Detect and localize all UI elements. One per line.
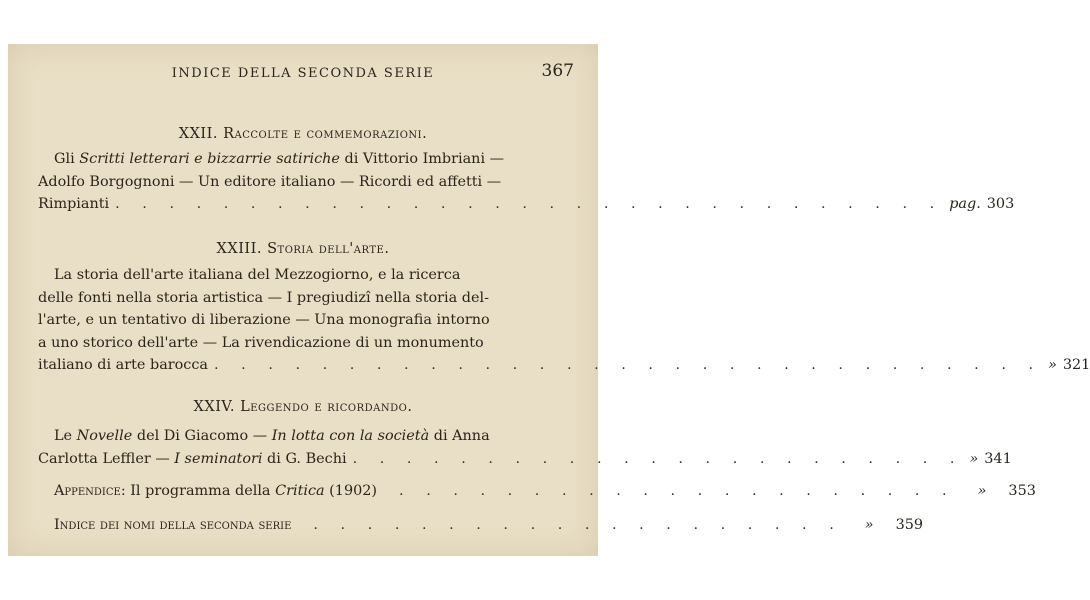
entry-line-with-page: italiano di arte barocca . . . . . . . . . . . . . . . . . . . . . . . . . . . . . . . » 321	[38, 354, 558, 377]
index-label: Indice dei nomi della seconda serie	[54, 517, 292, 533]
section-title-xxii: XXII. Raccolte e commemorazioni.	[178, 126, 428, 142]
entry-line-with-page: Carlotta Leffler — I seminatori di G. Bechi . . . . . . . . . . . . . . . . . . . . . . . » 341	[38, 448, 558, 471]
entry-line: Gli Scritti letterari e bizzarrie satiriche di Vittorio Imbriani —	[54, 151, 505, 167]
section-entry-xxii	[38, 148, 1015, 216]
entry-line-with-page: Rimpianti . . . . . . . . . . . . . . . . . . . . . . . . . . . . . . . pag. 303	[38, 193, 558, 216]
section-title-xxiv: XXIV. Leggendo e ricordando.	[193, 399, 413, 415]
page-ref: 359	[895, 517, 924, 533]
page-number: 367	[541, 61, 574, 81]
entry-line: delle fonti nella storia artistica — I pregiudizî nella storia del-	[38, 289, 489, 306]
section-title-xxiii: XXIII. Storia dell'arte.	[216, 241, 390, 257]
page-ref: 321	[1062, 357, 1090, 373]
page-ref: 353	[1008, 483, 1036, 499]
dot-leader: . . . . . . . . . . . . . . . . . . . . . . . . . . . . . . .	[115, 196, 944, 212]
entry-line-with-page: Indice dei nomi della seconda serie . . . . . . . . . . . . . . . . . . . . » 359	[38, 514, 558, 537]
entry-line: a uno storico dell'arte — La rivendicazione di un monumento	[38, 334, 484, 351]
entry-line: La storia dell'arte italiana del Mezzogiorno, e la ricerca	[54, 267, 461, 283]
appendix-entry	[38, 480, 1036, 503]
dot-leader: . . . . . . . . . . . . . . . . . . . . . . . . . . . . . . .	[214, 357, 1043, 373]
entry-line: l'arte, e un tentativo di liberazione — Una monografia intorno	[38, 312, 490, 328]
entry-line-with-page: Appendice: Il programma della Critica (1902) . . . . . . . . . . . . . . . . . . . . . » 353	[38, 480, 558, 503]
section-entry-xxiii	[38, 264, 1090, 377]
section-entry-xxiv	[38, 425, 1012, 470]
dot-leader: . . . . . . . . . . . . . . . . . . . .	[313, 517, 843, 533]
page-ref: 341	[984, 450, 1012, 467]
appendix-label: Appendice	[54, 483, 121, 499]
book-page	[8, 44, 1090, 556]
running-header: INDICE DELLA SECONDA SERIE	[171, 66, 435, 81]
dot-leader: . . . . . . . . . . . . . . . . . . . . .	[399, 483, 956, 499]
dot-leader: . . . . . . . . . . . . . . . . . . . . . . .	[352, 450, 964, 467]
entry-line: Adolfo Borgognoni — Un editore italiano — Ricordi ed affetti —	[38, 173, 502, 190]
page-ref: 303	[986, 196, 1015, 212]
index-entry	[38, 514, 924, 537]
entry-line: Le Novelle del Di Giacomo — In lotta con la società di Anna	[54, 428, 490, 444]
